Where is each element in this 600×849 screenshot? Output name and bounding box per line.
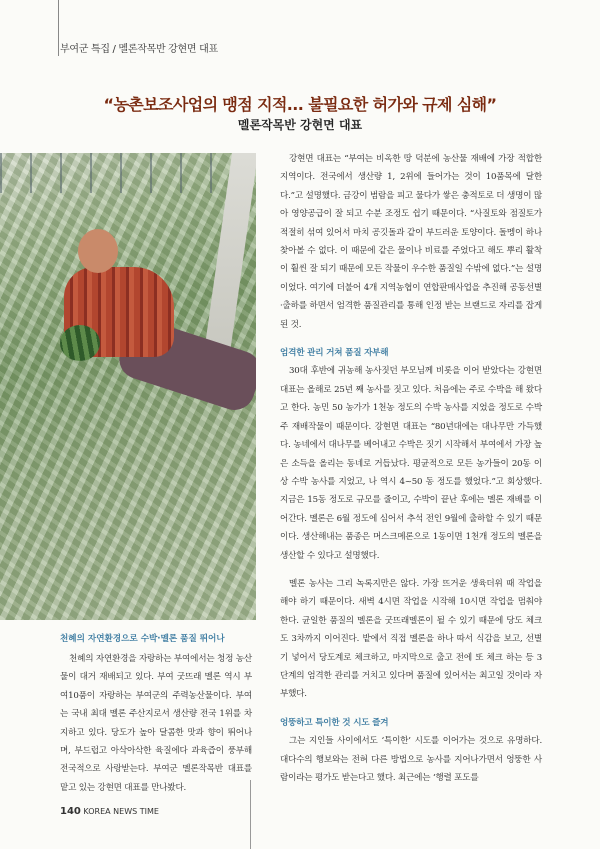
publication-name: KOREA NEWS TIME — [83, 807, 159, 816]
left-paragraph-1: 천혜의 자연환경을 자랑하는 부여에서는 청정 농산물이 대거 재배되고 있다. 부여 굿뜨래 멜론 역시 부여10품이 자랑하는 부여군의 주력농산물이다. 부여는 국내 최대 멜론 주산지로서 생산량 전국 1위를 차지하고 있다. 당도가 높아 달콤한 맛과 향이 뛰어나며, 부드럽고 아삭아삭한 육질에다 과육즙이 풍부해 전국적으로 사랑받는다. 부여군 멜론작목반 대표를 맡고 있는 강현면 대표를 만나봤다. — [60, 654, 252, 793]
spacer — [280, 704, 542, 714]
subheading-quality: 엄격한 관리 거쳐 품질 자부해 — [280, 348, 389, 359]
headline: “농촌보조사업의 맹점 지적... 불필요한 허가와 규제 심해” — [103, 95, 497, 114]
photo-caption-heading: 천혜의 자연환경으로 수박·멜론 품질 뛰어나 — [60, 634, 225, 644]
right-paragraph-4: 그는 지인들 사이에서도 ‘특이한’ 시도를 이어가는 것으로 유명하다. 대다수의 행보와는 전혀 다른 방법으로 농사를 지어나가면서 엉뚱한 사람이라는 평가도 받는다고 했다. 최근에는 ‘행렬 포도를 — [280, 736, 542, 783]
footer-rule — [250, 780, 251, 849]
article-photo — [0, 153, 256, 620]
left-column — [60, 650, 252, 797]
right-paragraph-2: 30대 후반에 귀농해 농사짓던 부모님께 비롯을 이어 받았다는 강현면 대표는 올해로 25년 째 농사를 짓고 있다. 처음에는 주로 수박을 해 왔다고 한다. 농민 50 농가가 1천농 정도의 수박 농사를 지었을 정도로 수박 주 재배작물이 때문이다. 강현면 대표는 “80년대에는 대나무만 가득했다. 농네에서 대나무를 베어내고 수박은 짓기 시작해서 부여에서 가장 높은 소득을 올리는 동네로 거듭났다. 평균적으로 모든 농가들이 20동 이상 수박 농사를 지었고, 나 역시 4~50 동 정도를 했었다.”고 회상했다. 지금은 15동 정도로 규모를 줄이고, 수박이 끝난 후에는 멜론 재배를 이어간다. 멜론은 6월 정도에 심어서 추석 전인 9월에 출하할 수 있기 때문이다. 생산해내는 품종은 머스크메론으로 1동이면 1천개 정도의 멜론을 생산할 수 있다고 설명했다. — [280, 366, 542, 561]
farmer-figure — [60, 225, 256, 465]
page-number: 140 — [60, 806, 81, 817]
spacer — [280, 334, 542, 344]
spacer — [280, 565, 542, 575]
header-rule — [58, 0, 59, 56]
greenhouse-frame — [0, 153, 256, 193]
subhead: 멜론작목반 강현면 대표 — [237, 118, 363, 132]
page-footer — [60, 806, 159, 817]
right-paragraph-3: 멜론 농사는 그리 녹록지만은 않다. 가장 뜨거운 생육더위 때 작업을 해야 하기 때문이다. 새벽 4시면 작업을 시작해 10시면 작업을 멈춰야 한다. 균일한 품질의 멜론을 굿뜨래멜론이 될 수 있기 때문에 당도 체크도 3차까지 이어진다. 밭에서 직접 멜론을 하나 따서 식감을 보고, 선별기 넣어서 당도계로 체크하고, 마지막으로 출고 전에 또 체크 하는 등 3단계의 엄격한 관리를 거치고 있다며 품질에 있어서는 최고일 것이라 자부했다. — [280, 578, 542, 700]
melon-fruit — [60, 325, 100, 361]
farmer-head — [78, 229, 118, 273]
subheading-unusual: 엉뚱하고 특이한 것 시도 즐겨 — [280, 717, 389, 728]
right-paragraph-1: 강현면 대표는 “부여는 비옥한 땅 덕분에 농산물 재배에 가장 적합한 지역이다. 전국에서 생산량 1, 2위에 들어가는 것이 10품목에 달한다.”고 설명했다. 금강이 범람을 피고 물다가 쌓은 충적토로 더 생명이 많아 영양공급이 잘 되고 수분 조정도 쉽기 때문이다. “사질토와 점질토가 적절히 섞여 있어서 마치 공깃돌과 같이 부드러운 토양이다. 돌멩이 하나 찾아볼 수 없다. 이 때문에 같은 물이나 비료를 주었다고 해도 뿌리 활착이 훨씬 잘 되기 때문에 모든 작물이 우수한 품질일 수밖에 없다.”는 설명이었다. 여기에 더불어 4개 지역농협이 연합판매사업을 추진해 공동선별·출하를 하면서 엄격한 품질관리를 통해 인정 받는 브랜드로 자리를 잡게 된 것. — [280, 154, 542, 330]
section-label: 부여군 특집 / 멜론작목반 강현면 대표 — [60, 44, 218, 55]
right-column — [280, 150, 542, 787]
